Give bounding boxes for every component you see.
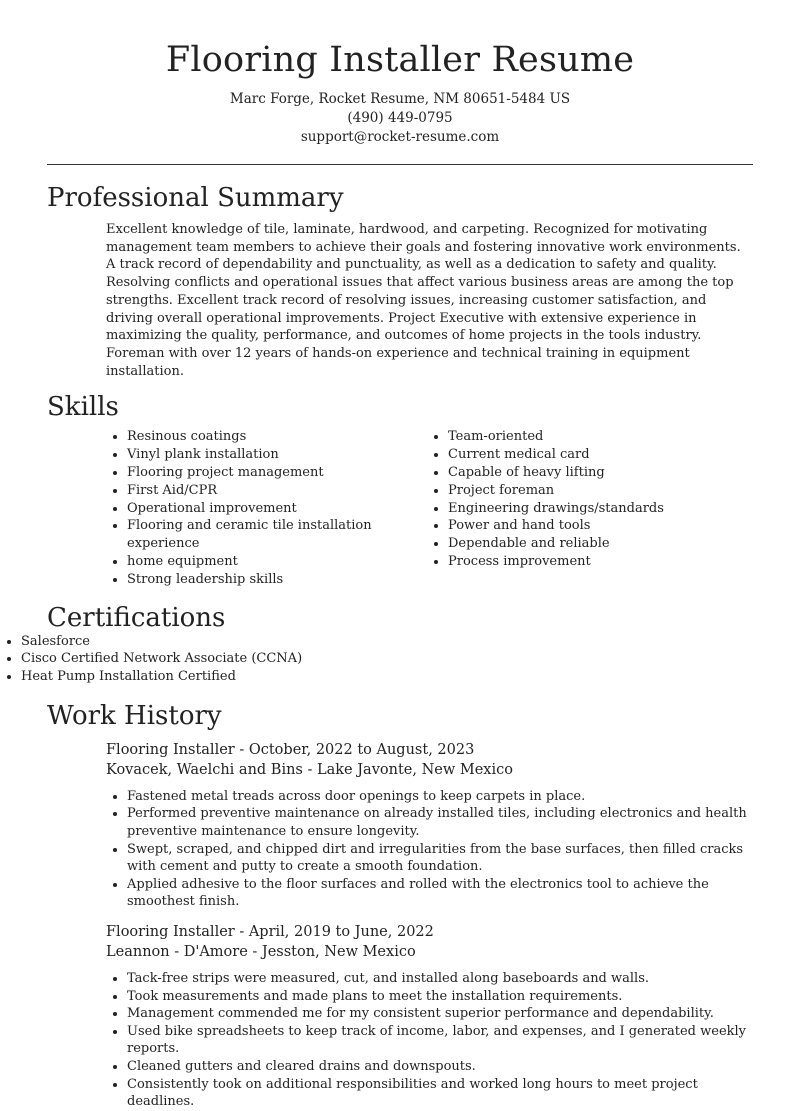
skill-item: • Process improvement bbox=[448, 553, 748, 571]
job-bullet: • Tack-free strips were measured, cut, and installed along baseboards and walls. bbox=[127, 970, 753, 988]
job-bullet: • Consistently took on additional responsibilities and worked long hours to meet project deadlines. bbox=[127, 1076, 753, 1111]
skill-item: • Flooring project management bbox=[127, 464, 427, 482]
skill-item: • Power and hand tools bbox=[448, 517, 748, 535]
skills-columns bbox=[0, 428, 800, 588]
job-company: Kovacek, Waelchi and Bins - Lake Javonte, New Mexico bbox=[106, 761, 513, 778]
summary-section bbox=[0, 183, 800, 380]
skill-item: • Strong leadership skills bbox=[127, 571, 427, 589]
job-title: Flooring Installer - April, 2019 to June, 2022 bbox=[106, 924, 434, 941]
job-responsibilities bbox=[106, 788, 753, 911]
skill-item: • home equipment bbox=[127, 553, 427, 571]
work-history-section bbox=[0, 701, 800, 1111]
summary-text: Excellent knowledge of tile, laminate, hardwood, and carpeting. Recognized for motivating management team members to achieve their goals and fostering innovative work environments. A track record of dependability and punctuality, as well as a dedication to safety and quality. Resolving conflicts and operational issues that affect various business areas are among the top strengths. Excellent track record of resolving issues, increasing customer satisfaction, and driving overall operational improvements. Project Executive with extensive experience in maximizing the quality, performance, and outcomes of home projects in the tools industry. Foreman with over 12 years of hands-on experience and technical training in equipment installation. bbox=[106, 222, 741, 379]
certification-item: • Cisco Certified Network Associate (CCNA) bbox=[21, 650, 800, 668]
skill-item: • Team-oriented bbox=[448, 428, 748, 446]
summary-heading: Professional Summary bbox=[47, 183, 344, 213]
job-bullet: • Took measurements and made plans to meet the installation requirements. bbox=[127, 988, 753, 1006]
skill-item: • Project foreman bbox=[448, 482, 748, 500]
certifications-heading: Certifications bbox=[47, 602, 226, 633]
resume-header bbox=[0, 0, 800, 147]
job-bullet: • Management commended me for my consistent superior performance and dependability. bbox=[127, 1005, 753, 1023]
job-bullet: • Applied adhesive to the floor surfaces and rolled with the electronics tool to achieve the smoothest finish. bbox=[127, 876, 753, 911]
skills-heading: Skills bbox=[47, 392, 119, 423]
skill-item: • First Aid/CPR bbox=[127, 482, 427, 500]
skill-item: • Capable of heavy lifting bbox=[448, 464, 748, 482]
skill-item: • Operational improvement bbox=[127, 500, 427, 518]
job-entry bbox=[106, 740, 753, 911]
job-bullet: • Used bike spreadsheets to keep track of income, labor, and expenses, and I generated weekly reports. bbox=[127, 1023, 753, 1058]
skill-item: • Vinyl plank installation bbox=[127, 446, 427, 464]
work-history-heading: Work History bbox=[47, 700, 222, 731]
skill-item: • Engineering drawings/standards bbox=[448, 500, 748, 518]
contact-address: Marc Forge, Rocket Resume, NM 80651-5484 US bbox=[229, 91, 571, 107]
job-responsibilities bbox=[106, 970, 753, 1111]
job-bullet: • Performed preventive maintenance on already installed tiles, including electronics and health preventive maintenance to ensure longevity. bbox=[127, 805, 753, 840]
skill-item: • Dependable and reliable bbox=[448, 535, 748, 553]
certification-item: • Salesforce bbox=[21, 633, 800, 651]
page-title: Flooring Installer Resume bbox=[165, 40, 635, 80]
job-bullet: • Fastened metal treads across door openings to keep carpets in place. bbox=[127, 788, 753, 806]
contact-email: support@rocket-resume.com bbox=[300, 129, 500, 145]
job-bullet: • Swept, scraped, and chipped dirt and irregularities from the base surfaces, then filled cracks with cement and putty to create a smooth foundation. bbox=[127, 841, 753, 876]
certification-item: • Heat Pump Installation Certified bbox=[21, 668, 800, 686]
contact-phone: (490) 449-0795 bbox=[347, 110, 453, 126]
skill-item: • Resinous coatings bbox=[127, 428, 427, 446]
skill-item: • Current medical card bbox=[448, 446, 748, 464]
skills-column-right bbox=[427, 428, 748, 588]
skill-item: • Flooring and ceramic tile installation experience bbox=[127, 517, 427, 553]
skills-section bbox=[0, 392, 800, 588]
certifications-section bbox=[0, 603, 800, 686]
skills-column-left bbox=[106, 428, 427, 588]
job-bullet: • Cleaned gutters and cleared drains and downspouts. bbox=[127, 1058, 753, 1076]
header-divider bbox=[47, 164, 753, 165]
job-entry bbox=[106, 922, 753, 1111]
certifications-list bbox=[0, 633, 800, 686]
job-company: Leannon - D'Amore - Jesston, New Mexico bbox=[106, 944, 416, 961]
job-title: Flooring Installer - October, 2022 to August, 2023 bbox=[106, 741, 475, 758]
